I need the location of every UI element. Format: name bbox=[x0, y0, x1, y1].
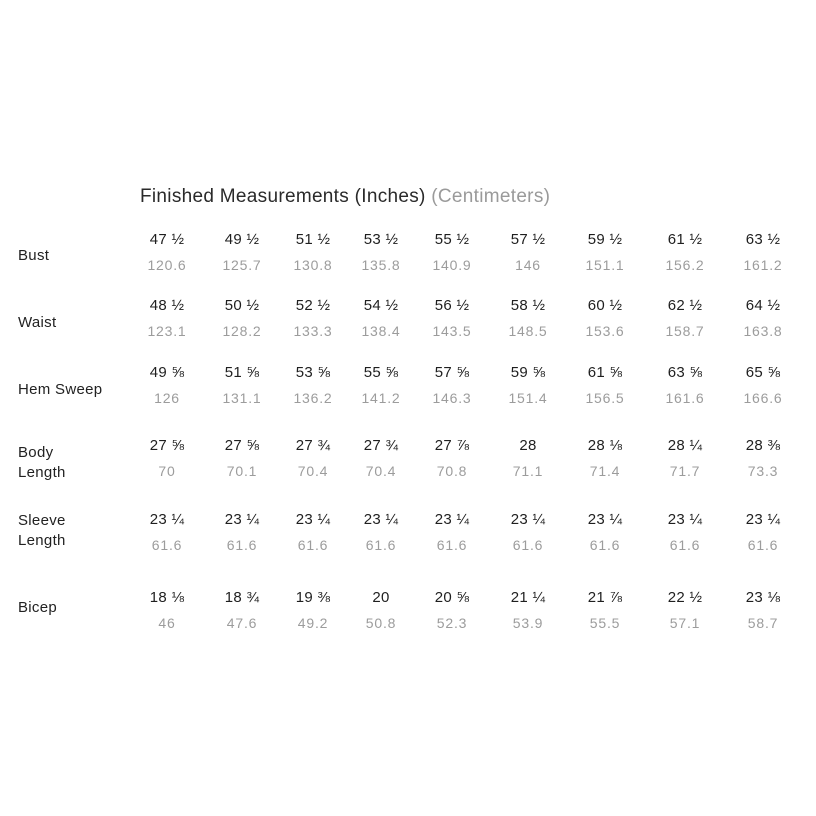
measurement-cell bbox=[488, 510, 568, 554]
centimeters-value: 156.5 bbox=[585, 390, 625, 406]
inches-value: 49 ½ bbox=[224, 231, 260, 248]
measurement-cell bbox=[127, 296, 207, 340]
centimeters-value: 153.6 bbox=[585, 323, 625, 339]
inches-value: 64 ½ bbox=[745, 297, 781, 314]
centimeters-value: 151.1 bbox=[585, 257, 625, 273]
inches-value: 60 ½ bbox=[587, 297, 623, 314]
measurement-cell bbox=[723, 510, 803, 554]
inches-value: 63 ⅝ bbox=[667, 364, 703, 381]
inches-value: 48 ½ bbox=[149, 297, 185, 314]
centimeters-value: 46 bbox=[158, 615, 176, 631]
inches-value: 27 ⅞ bbox=[434, 437, 470, 454]
inches-value: 23 ¼ bbox=[295, 511, 331, 528]
inches-value: 23 ¼ bbox=[363, 511, 399, 528]
measurement-cell bbox=[565, 510, 645, 554]
measurement-cell bbox=[488, 296, 568, 340]
row-label: Waist bbox=[18, 314, 57, 331]
centimeters-value: 55.5 bbox=[589, 615, 621, 631]
centimeters-value: 135.8 bbox=[361, 257, 401, 273]
inches-value: 27 ¾ bbox=[363, 437, 399, 454]
measurement-cell bbox=[565, 230, 645, 274]
inches-value: 23 ¼ bbox=[149, 511, 185, 528]
inches-value: 55 ½ bbox=[434, 231, 470, 248]
inches-value: 53 ½ bbox=[363, 231, 399, 248]
measurement-cell bbox=[488, 230, 568, 274]
centimeters-value: 61.6 bbox=[365, 537, 397, 553]
centimeters-value: 61.6 bbox=[747, 537, 779, 553]
inches-value: 51 ½ bbox=[295, 231, 331, 248]
inches-value: 27 ⅝ bbox=[224, 437, 260, 454]
centimeters-value: 73.3 bbox=[747, 463, 779, 479]
centimeters-value: 140.9 bbox=[432, 257, 472, 273]
measurement-cell bbox=[723, 296, 803, 340]
measurement-cell bbox=[565, 363, 645, 407]
inches-value: 59 ½ bbox=[587, 231, 623, 248]
inches-value: 23 ⅛ bbox=[745, 589, 781, 606]
inches-value: 49 ⅝ bbox=[149, 364, 185, 381]
inches-value: 50 ½ bbox=[224, 297, 260, 314]
measurement-cell bbox=[645, 230, 725, 274]
measurement-cell bbox=[412, 588, 492, 632]
measurement-cell bbox=[488, 436, 568, 480]
centimeters-value: 61.6 bbox=[669, 537, 701, 553]
inches-value: 57 ½ bbox=[510, 231, 546, 248]
centimeters-value: 158.7 bbox=[665, 323, 705, 339]
measurement-cell bbox=[202, 296, 282, 340]
measurement-cell bbox=[723, 436, 803, 480]
measurement-cell bbox=[565, 588, 645, 632]
measurement-cell bbox=[127, 588, 207, 632]
inches-value: 47 ½ bbox=[149, 231, 185, 248]
centimeters-value: 61.6 bbox=[436, 537, 468, 553]
centimeters-value: 61.6 bbox=[226, 537, 258, 553]
inches-value: 28 ¼ bbox=[667, 437, 703, 454]
inches-value: 23 ¼ bbox=[434, 511, 470, 528]
centimeters-value: 52.3 bbox=[436, 615, 468, 631]
inches-value: 58 ½ bbox=[510, 297, 546, 314]
centimeters-value: 47.6 bbox=[226, 615, 258, 631]
measurement-cell bbox=[202, 363, 282, 407]
page-title bbox=[140, 186, 550, 208]
inches-value: 57 ⅝ bbox=[434, 364, 470, 381]
centimeters-value: 163.8 bbox=[743, 323, 783, 339]
centimeters-value: 61.6 bbox=[297, 537, 329, 553]
measurement-cell bbox=[341, 510, 421, 554]
inches-value: 59 ⅝ bbox=[510, 364, 546, 381]
title-centimeters: (Centimeters) bbox=[431, 186, 551, 207]
row-label: Hem Sweep bbox=[18, 381, 103, 398]
centimeters-value: 156.2 bbox=[665, 257, 705, 273]
measurement-cell bbox=[202, 588, 282, 632]
inches-value: 19 ⅜ bbox=[295, 589, 331, 606]
centimeters-value: 126 bbox=[154, 390, 180, 406]
inches-value: 21 ⅞ bbox=[587, 589, 623, 606]
measurement-cell bbox=[645, 363, 725, 407]
centimeters-value: 125.7 bbox=[222, 257, 262, 273]
centimeters-value: 57.1 bbox=[669, 615, 701, 631]
centimeters-value: 61.6 bbox=[151, 537, 183, 553]
measurement-cell bbox=[202, 230, 282, 274]
inches-value: 18 ¾ bbox=[224, 589, 260, 606]
row-label: Sleeve Length bbox=[18, 512, 66, 549]
measurement-cell bbox=[412, 230, 492, 274]
measurement-cell bbox=[341, 436, 421, 480]
measurement-cell bbox=[488, 588, 568, 632]
centimeters-value: 138.4 bbox=[361, 323, 401, 339]
centimeters-value: 58.7 bbox=[747, 615, 779, 631]
row-label: Body Length bbox=[18, 444, 66, 481]
inches-value: 52 ½ bbox=[295, 297, 331, 314]
centimeters-value: 70.1 bbox=[226, 463, 258, 479]
centimeters-value: 49.2 bbox=[297, 615, 329, 631]
inches-value: 21 ¼ bbox=[510, 589, 546, 606]
centimeters-value: 120.6 bbox=[147, 257, 187, 273]
inches-value: 23 ¼ bbox=[587, 511, 623, 528]
measurement-cell bbox=[341, 230, 421, 274]
inches-value: 28 ⅜ bbox=[745, 437, 781, 454]
inches-value: 55 ⅝ bbox=[363, 364, 399, 381]
title-inches: Finished Measurements (Inches) bbox=[140, 186, 426, 207]
centimeters-value: 146 bbox=[515, 257, 541, 273]
measurement-cell bbox=[127, 510, 207, 554]
centimeters-value: 61.6 bbox=[512, 537, 544, 553]
centimeters-value: 151.4 bbox=[508, 390, 548, 406]
inches-value: 61 ½ bbox=[667, 231, 703, 248]
centimeters-value: 131.1 bbox=[222, 390, 262, 406]
measurement-cell bbox=[127, 230, 207, 274]
measurement-cell bbox=[412, 363, 492, 407]
inches-value: 20 bbox=[372, 589, 390, 606]
centimeters-value: 146.3 bbox=[432, 390, 472, 406]
inches-value: 23 ¼ bbox=[745, 511, 781, 528]
measurement-cell bbox=[723, 588, 803, 632]
centimeters-value: 70 bbox=[158, 463, 176, 479]
inches-value: 28 bbox=[519, 437, 537, 454]
inches-value: 20 ⅝ bbox=[434, 589, 470, 606]
inches-value: 54 ½ bbox=[363, 297, 399, 314]
measurement-cell bbox=[341, 363, 421, 407]
measurement-cell bbox=[645, 436, 725, 480]
measurement-cell bbox=[488, 363, 568, 407]
measurement-cell bbox=[412, 436, 492, 480]
centimeters-value: 166.6 bbox=[743, 390, 783, 406]
centimeters-value: 128.2 bbox=[222, 323, 262, 339]
measurement-cell bbox=[645, 510, 725, 554]
centimeters-value: 71.1 bbox=[512, 463, 544, 479]
inches-value: 28 ⅛ bbox=[587, 437, 623, 454]
centimeters-value: 123.1 bbox=[147, 323, 187, 339]
inches-value: 27 ⅝ bbox=[149, 437, 185, 454]
inches-value: 61 ⅝ bbox=[587, 364, 623, 381]
measurement-cell bbox=[412, 296, 492, 340]
centimeters-value: 53.9 bbox=[512, 615, 544, 631]
centimeters-value: 71.4 bbox=[589, 463, 621, 479]
measurement-cell bbox=[645, 296, 725, 340]
measurement-cell bbox=[341, 588, 421, 632]
inches-value: 22 ½ bbox=[667, 589, 703, 606]
centimeters-value: 141.2 bbox=[361, 390, 401, 406]
inches-value: 18 ⅛ bbox=[149, 589, 185, 606]
centimeters-value: 70.4 bbox=[365, 463, 397, 479]
centimeters-value: 130.8 bbox=[293, 257, 333, 273]
inches-value: 23 ¼ bbox=[224, 511, 260, 528]
inches-value: 53 ⅝ bbox=[295, 364, 331, 381]
inches-value: 23 ¼ bbox=[510, 511, 546, 528]
centimeters-value: 61.6 bbox=[589, 537, 621, 553]
measurement-cell bbox=[202, 436, 282, 480]
measurement-cell bbox=[127, 363, 207, 407]
centimeters-value: 133.3 bbox=[293, 323, 333, 339]
centimeters-value: 143.5 bbox=[432, 323, 472, 339]
centimeters-value: 161.6 bbox=[665, 390, 705, 406]
inches-value: 56 ½ bbox=[434, 297, 470, 314]
measurement-cell bbox=[565, 436, 645, 480]
centimeters-value: 70.8 bbox=[436, 463, 468, 479]
measurement-cell bbox=[127, 436, 207, 480]
inches-value: 65 ⅝ bbox=[745, 364, 781, 381]
measurement-cell bbox=[412, 510, 492, 554]
row-label: Bicep bbox=[18, 599, 58, 616]
measurement-cell bbox=[202, 510, 282, 554]
inches-value: 23 ¼ bbox=[667, 511, 703, 528]
centimeters-value: 136.2 bbox=[293, 390, 333, 406]
measurement-cell bbox=[645, 588, 725, 632]
centimeters-value: 71.7 bbox=[669, 463, 701, 479]
inches-value: 63 ½ bbox=[745, 231, 781, 248]
centimeters-value: 70.4 bbox=[297, 463, 329, 479]
inches-value: 62 ½ bbox=[667, 297, 703, 314]
measurement-cell bbox=[565, 296, 645, 340]
centimeters-value: 148.5 bbox=[508, 323, 548, 339]
measurement-cell bbox=[341, 296, 421, 340]
row-label: Bust bbox=[18, 247, 50, 264]
measurement-cell bbox=[723, 363, 803, 407]
inches-value: 27 ¾ bbox=[295, 437, 331, 454]
centimeters-value: 50.8 bbox=[365, 615, 397, 631]
measurement-cell bbox=[723, 230, 803, 274]
centimeters-value: 161.2 bbox=[743, 257, 783, 273]
inches-value: 51 ⅝ bbox=[224, 364, 260, 381]
